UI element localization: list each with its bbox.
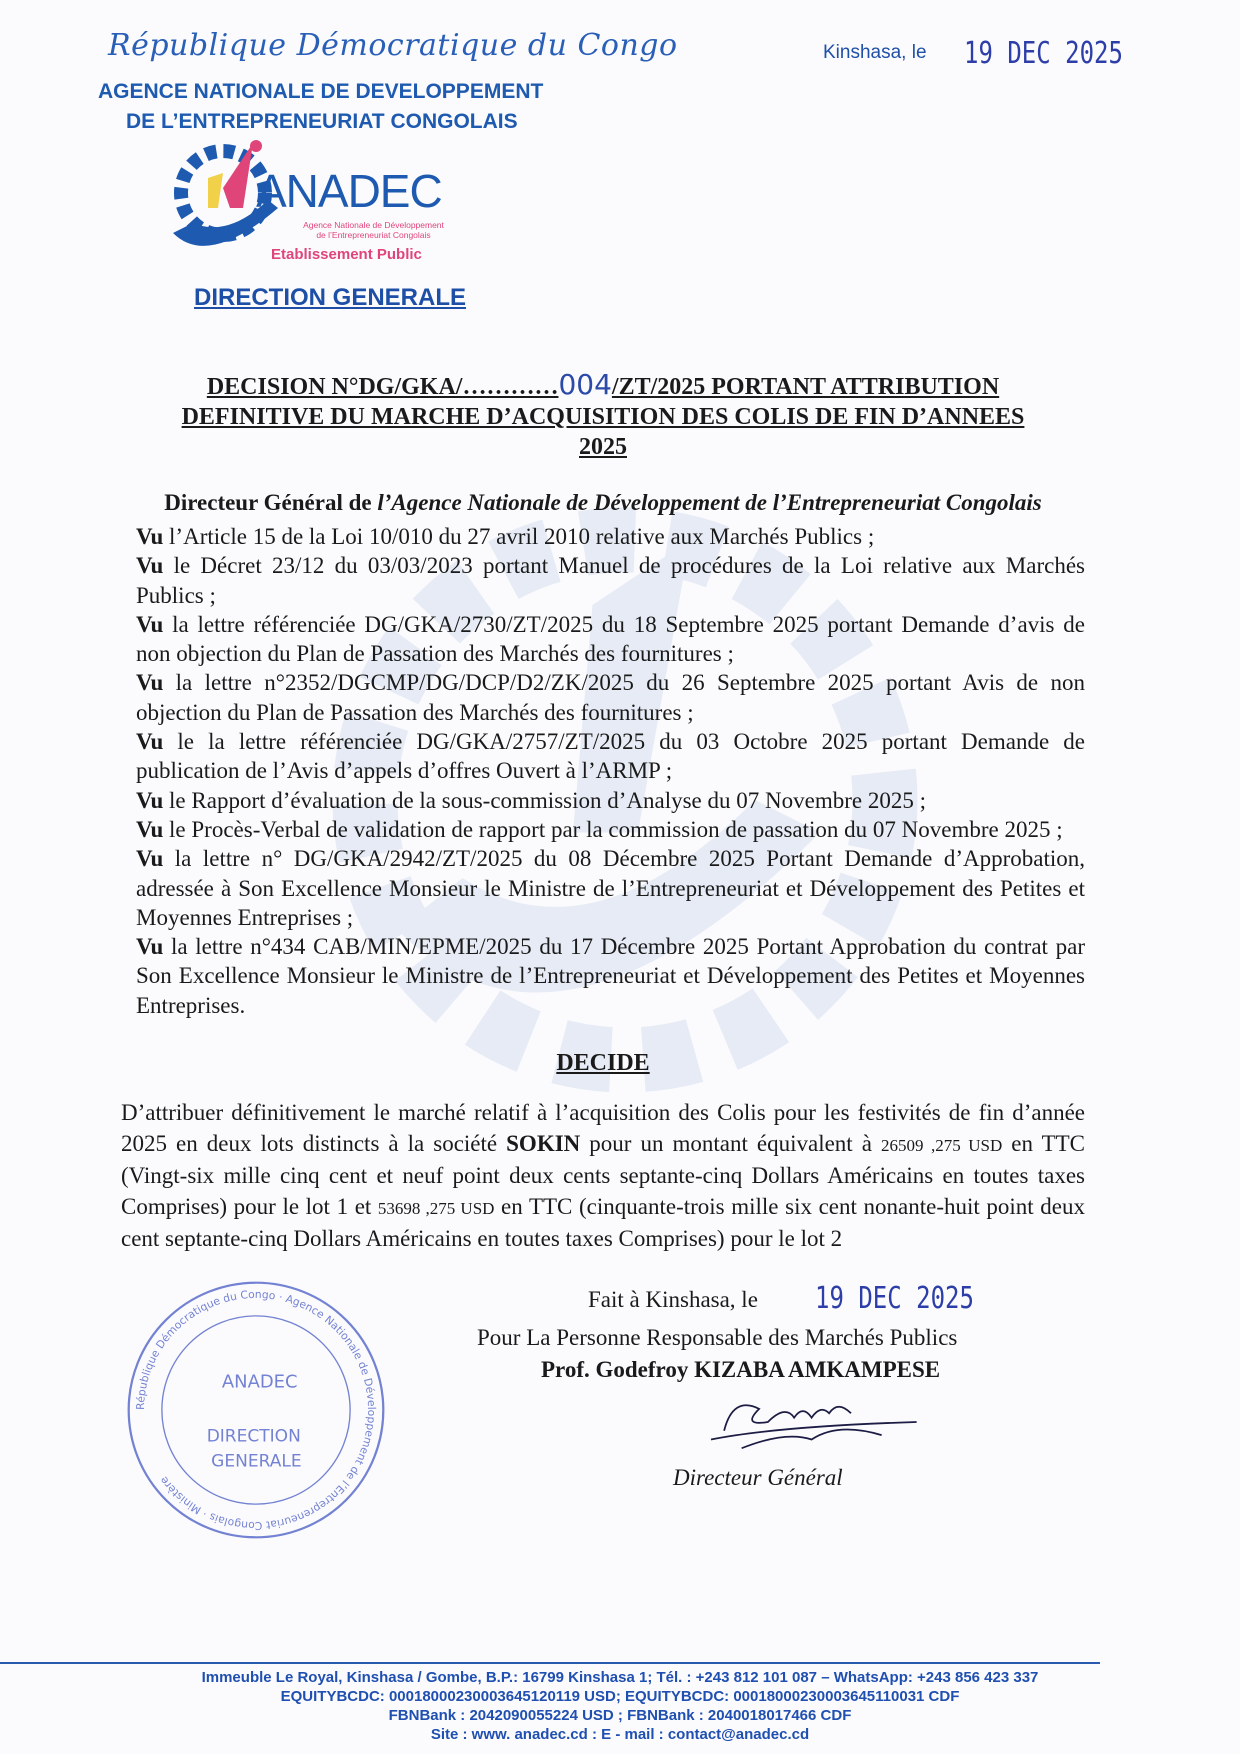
vu-label: Vu (136, 524, 164, 549)
seal-center-generale: GENERALE (211, 1451, 302, 1472)
decision-text-3: en TTC (Vingt-six mille cinq cent et neuf point deux cents septante-cinq Dollars Américains en toutes taxes Comprises) pour le lot 1 et (121, 1130, 1086, 1219)
signature-place: Fait à Kinshasa, le (588, 1286, 758, 1312)
consideration-text: la lettre référenciée DG/GKA/2730/ZT/2025 du 18 Septembre 2025 portant Demande d’avis de non objection du Plan de Passation des Marchés des fournitures ; (136, 611, 1085, 667)
considerations-list (121, 522, 1085, 1020)
footer-divider (0, 1662, 1100, 1664)
consideration-item (136, 932, 1085, 1020)
signature-for: Pour La Personne Responsable des Marchés Publics (477, 1324, 958, 1350)
footer (0, 1668, 1240, 1744)
consideration-item (136, 551, 1085, 610)
logo-subtitle-2: de l’Entrepreneuriat Congolais (316, 230, 431, 240)
signatory-name: Prof. Godefroy KIZABA AMKAMPESE (541, 1356, 941, 1382)
seal-ring-text: République Démocratique du Congo · Agence Nationale de Développement de l’Entrepreneuriat Congolais · Ministère (133, 1287, 379, 1532)
consideration-text: la lettre n°2352/DGCMP/DG/DCP/D2/ZK/2025 du 26 Septembre 2025 portant Avis de non objection du Plan de Passation des Marchés des fournitures ; (136, 670, 1085, 725)
decision-paragraph (121, 1098, 1085, 1255)
logo-subtitle-1: Agence Nationale de Développement (303, 220, 444, 230)
title-dots: ………… (462, 374, 559, 400)
company-name: SOKIN (506, 1130, 581, 1156)
consideration-text: le Procès-Verbal de validation de rapport par la commission de passation du 07 Novembre 2025 ; (163, 816, 1063, 842)
agency-name-line2: DE L’ENTREPRENEURIAT CONGOLAIS (126, 110, 518, 133)
title-prefix: DECISION N°DG/GKA/ (206, 374, 463, 400)
vu-label: Vu (136, 846, 164, 872)
document-body (121, 368, 1086, 1532)
signature-block (121, 1280, 1085, 1532)
consideration-item (136, 668, 1085, 727)
direction-generale: DIRECTION GENERALE (194, 284, 467, 311)
handwritten-signature (691, 1387, 941, 1457)
anadec-logo (168, 138, 468, 268)
vu-label: Vu (136, 787, 164, 813)
official-seal (121, 1280, 391, 1540)
consideration-text: la lettre n°434 CAB/MIN/EPME/2025 du 17 Décembre 2025 Portant Approbation du contrat par Son Excellence Monsieur le Ministre de l’Entrepreneuriat et Développement des Petites et Moyennes Entreprises. (136, 934, 1085, 1018)
handwritten-number: 004 (558, 368, 612, 401)
place-label: Kinshasa, le (823, 42, 927, 63)
title-line-2: DEFINITIVE DU MARCHE D’ACQUISITION DES COLIS DE FIN D’ANNEES (181, 404, 1025, 430)
decide-heading: DECIDE (556, 1050, 650, 1077)
vu-label: Vu (136, 611, 164, 637)
signatory-role: Directeur Général (673, 1464, 843, 1490)
vu-label: Vu (136, 553, 164, 579)
consideration-item (136, 844, 1085, 932)
vu-label: Vu (136, 816, 164, 842)
decision-text-4: en TTC (cinquante-trois mille six cent nonante-huit point deux cent septante-cinq Dollars Américains en toutes taxes Comprises) pour le lot 2 (121, 1193, 1086, 1252)
authority-heading (121, 488, 1085, 518)
consideration-text: le la lettre référenciée DG/GKA/2757/ZT/2025 du 03 Octobre 2025 portant Demande de publication de l’Avis d’appels d’offres Ouvert à l’ARMP ; (136, 729, 1085, 784)
consideration-text: le Rapport d’évaluation de la sous-commission d’Analyse du 07 Novembre 2025 ; (163, 787, 926, 813)
footer-contact: Site : www. anadec.cd : E - mail : contact@anadec.cd (430, 1726, 810, 1743)
consideration-item (136, 786, 1085, 815)
date-stamp: 19 DEC 2025 (964, 36, 1123, 71)
amount-lot-1: 26509 ,275 USD (880, 1135, 1003, 1155)
decision-title (101, 368, 1105, 462)
consideration-item (136, 815, 1085, 844)
consideration-text: l’Article 15 de la Loi 10/010 du 27 avril 2010 relative aux Marchés Publics ; (163, 524, 875, 549)
signature-date-stamp: 19 DEC 2025 (815, 1280, 974, 1316)
title-line-3: 2025 (579, 434, 627, 460)
decision-text-1: D’attribuer définitivement le marché relatif à l’acquisition des Colis pour les festivités de fin d’année 2025 en deux lots distincts à la société (121, 1100, 1085, 1156)
logo-status: Etablissement Public (271, 246, 422, 263)
logo-name: ANADEC (256, 165, 442, 217)
consideration-text: la lettre n° DG/GKA/2942/ZT/2025 du 08 Décembre 2025 Portant Demande d’Approbation, adressée à Son Excellence Monsieur le Ministre de l’Entrepreneuriat et Développement des Petites et Moyennes Entreprises ; (136, 846, 1085, 930)
consideration-item (136, 610, 1085, 669)
seal-center-anadec: ANADEC (221, 1371, 298, 1393)
consideration-text: le Décret 23/12 du 03/03/2023 portant Manuel de procédures de la Loi relative aux Marchés Publics ; (136, 553, 1085, 608)
agency-name-line1: AGENCE NATIONALE DE DEVELOPPEMENT (98, 80, 544, 103)
decision-text-2: pour un montant équivalent à (580, 1130, 881, 1156)
svg-text:République Démocratique du Con (134, 1287, 378, 1531)
vu-label: Vu (136, 729, 164, 755)
footer-fbn-bank: FBNBank : 2042090055224 USD ; FBNBank : 2040018017466 CDF (388, 1707, 852, 1724)
authority-agency: l’Agence Nationale de Développement de l’Entrepreneuriat Congolais (377, 490, 1042, 515)
vu-label: Vu (136, 670, 164, 696)
consideration-item (136, 522, 1085, 551)
seal-center-direction: DIRECTION (206, 1425, 301, 1446)
authority-prefix: Directeur Général de (164, 490, 378, 515)
country-name: République Démocratique du Congo (108, 28, 678, 63)
amount-lot-2: 53698 ,275 USD (377, 1198, 495, 1218)
title-suffix: /ZT/2025 PORTANT ATTRIBUTION (611, 374, 1000, 400)
footer-address: Immeuble Le Royal, Kinshasa / Gombe, B.P.: 16799 Kinshasa 1; Tél. : +243 812 101 087 – WhatsApp: +243 856 423 337 (201, 1669, 1039, 1686)
footer-equity-bank: EQUITYBCDC: 00018000230003645120119 USD; EQUITYBCDC: 00018000230003645110031 CDF (280, 1688, 960, 1705)
consideration-item (136, 727, 1085, 786)
vu-label: Vu (136, 934, 164, 960)
